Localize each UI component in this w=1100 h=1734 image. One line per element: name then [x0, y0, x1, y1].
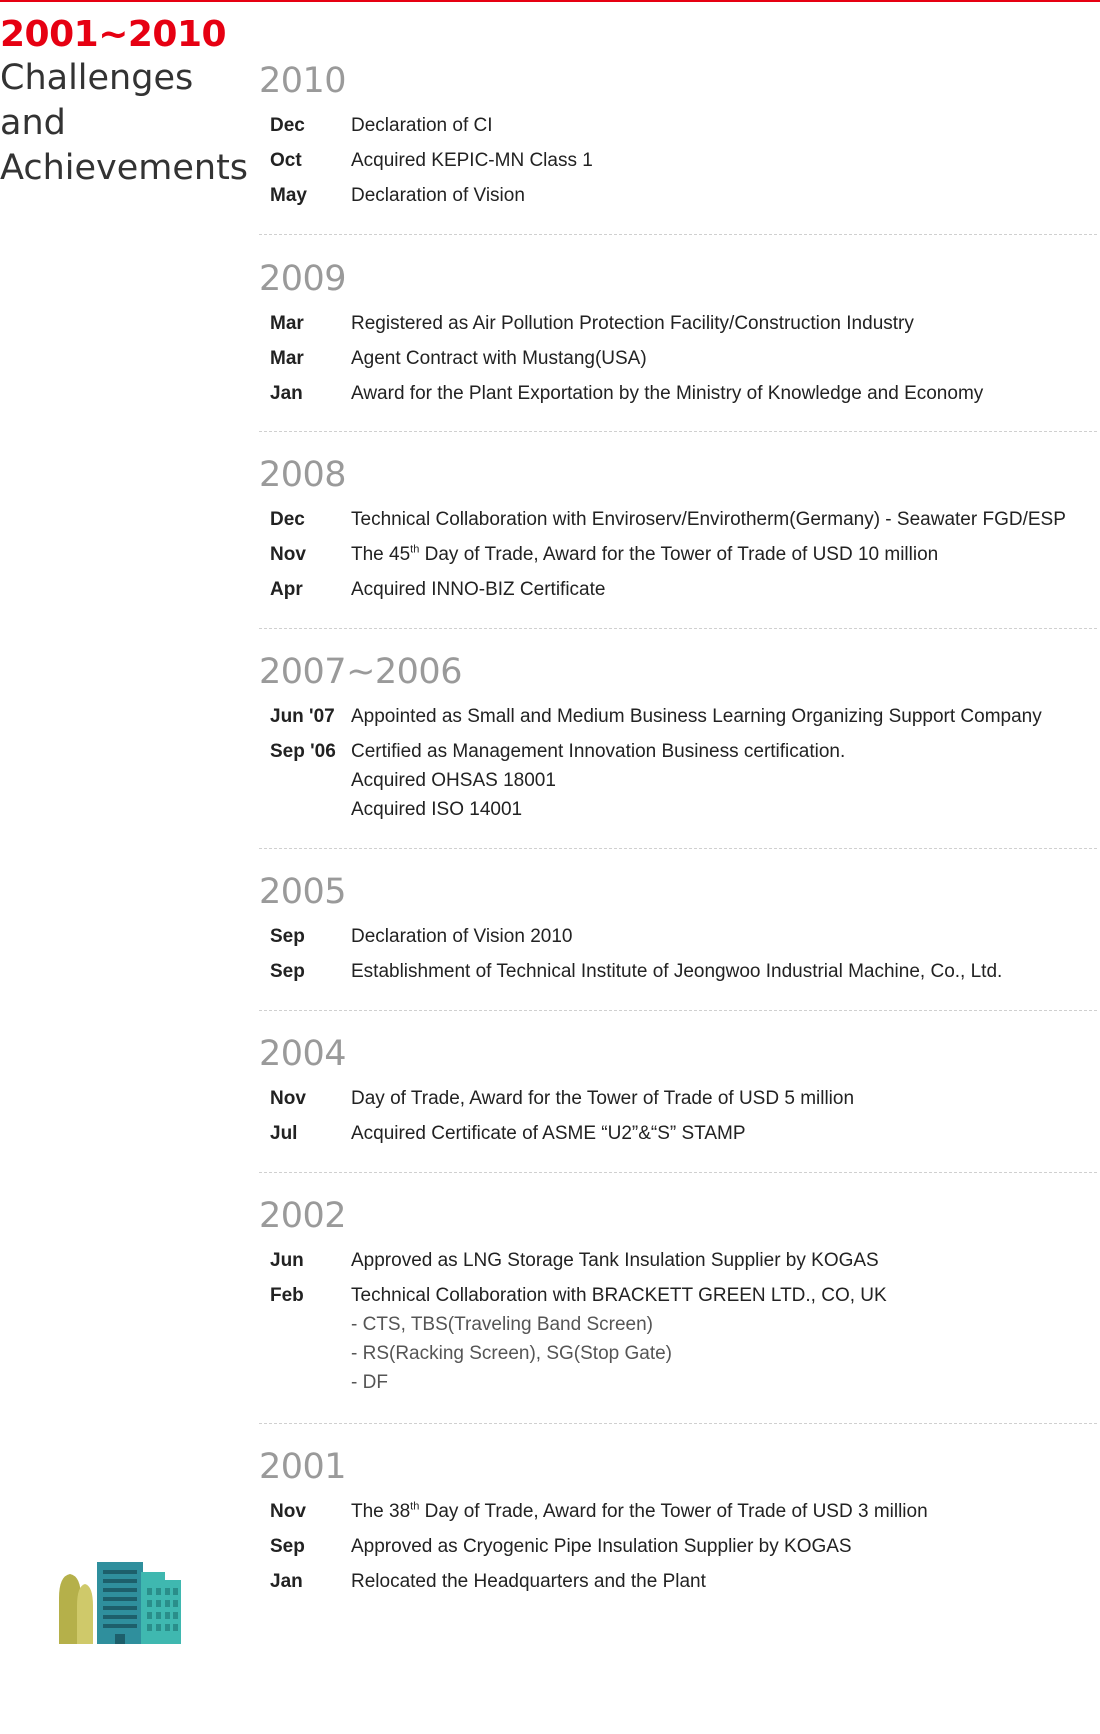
entry-text: Declaration of Vision [351, 185, 525, 206]
year-heading: 2010 [259, 61, 347, 101]
year-block [259, 849, 1097, 1011]
entry-month: Oct [270, 150, 302, 171]
entry-month: Jun [270, 1250, 304, 1271]
entry-text: Registered as Air Pollution Protection Facility/Construction Industry [351, 313, 914, 334]
buildings-icon [57, 1546, 187, 1646]
entry-text: Relocated the Headquarters and the Plant [351, 1571, 706, 1592]
heading-line: Challenges [0, 58, 194, 98]
entry-text [351, 1497, 1097, 1526]
entry-text: Approved as Cryogenic Pipe Insulation Supplier by KOGAS [351, 1536, 852, 1557]
timeline-entry [259, 1532, 1097, 1561]
section-heading [0, 56, 249, 191]
entry-text: Approved as LNG Storage Tank Insulation Supplier by KOGAS [351, 1250, 879, 1271]
entry-text: Appointed as Small and Medium Business Learning Organizing Support Company [351, 706, 1042, 727]
entry-month: Dec [270, 115, 305, 136]
entry-month: Mar [270, 348, 304, 369]
entry-list [259, 104, 1097, 210]
entry-text-suffix: Day of Trade, Award for the Tower of Trade of USD 3 million [419, 1501, 928, 1522]
period-range: 2001~2010 [0, 14, 227, 55]
entry-text-prefix: The 38 [351, 1501, 411, 1522]
entry-description [351, 575, 1097, 604]
entry-month: Nov [270, 1088, 306, 1109]
entry-description [351, 1532, 1097, 1561]
entry-description [351, 181, 1097, 210]
year-heading: 2008 [259, 455, 347, 495]
timeline-entry [259, 111, 1097, 140]
entry-subitem: - RS(Racking Screen), SG(Stop Gate) [351, 1343, 672, 1364]
entry-text: Acquired ISO 14001 [351, 799, 523, 820]
timeline-entry [259, 1119, 1097, 1148]
timeline-entry [259, 702, 1097, 731]
timeline-entry [259, 379, 1097, 408]
entry-description [351, 1119, 1097, 1148]
timeline-entry [259, 505, 1097, 534]
entry-list [259, 1239, 1097, 1397]
entry-subitem: - DF [351, 1372, 388, 1393]
timeline-entry [259, 922, 1097, 951]
entry-description [351, 111, 1097, 140]
year-heading: 2005 [259, 872, 347, 912]
ordinal-suffix: th [410, 1500, 420, 1513]
timeline-entry [259, 146, 1097, 175]
entry-text: Declaration of CI [351, 115, 493, 136]
entry-month: Apr [270, 579, 303, 600]
top-accent-line [0, 0, 1100, 2]
year-heading: 2009 [259, 259, 347, 299]
heading-line: and [0, 103, 66, 143]
sidebar [0, 14, 249, 191]
timeline-entry [259, 181, 1097, 210]
entry-list [259, 915, 1097, 986]
entry-month: Nov [270, 1501, 306, 1522]
entry-description [351, 1497, 1097, 1526]
entry-list [259, 695, 1097, 824]
timeline-entry [259, 737, 1097, 824]
timeline-entry [259, 309, 1097, 338]
timeline [259, 58, 1097, 1602]
entry-text [351, 540, 1097, 569]
timeline-entry [259, 344, 1097, 373]
year-heading: 2002 [259, 1196, 347, 1236]
year-block [259, 1011, 1097, 1173]
entry-month: Jul [270, 1123, 298, 1144]
year-heading: 2004 [259, 1034, 347, 1074]
entry-month: Sep '06 [270, 741, 336, 762]
entry-month: Mar [270, 313, 304, 334]
entry-description [351, 505, 1097, 534]
timeline-entry [259, 1497, 1097, 1526]
entry-description [351, 540, 1097, 569]
entry-text: Technical Collaboration with BRACKETT GREEN LTD., CO, UK [351, 1285, 887, 1306]
entry-month: May [270, 185, 307, 206]
entry-description [351, 922, 1097, 951]
entry-month: Dec [270, 509, 305, 530]
timeline-entry [259, 540, 1097, 569]
timeline-entry [259, 575, 1097, 604]
entry-description [351, 737, 1097, 824]
entry-description [351, 1281, 1097, 1397]
entry-list [259, 1077, 1097, 1148]
year-heading: 2001 [259, 1447, 347, 1487]
entry-list [259, 1490, 1097, 1596]
entry-month: Feb [270, 1285, 304, 1306]
entry-text: Agent Contract with Mustang(USA) [351, 348, 647, 369]
entry-text: Technical Collaboration with Enviroserv/Envirotherm(Germany) - Seawater FGD/ESP [351, 509, 1066, 530]
year-block [259, 432, 1097, 629]
timeline-entry [259, 1567, 1097, 1596]
entry-month: Jun '07 [270, 706, 335, 727]
ordinal-suffix: th [410, 543, 420, 556]
entry-text: Certified as Management Innovation Business certification. [351, 741, 846, 762]
entry-text-suffix: Day of Trade, Award for the Tower of Trade of USD 10 million [419, 544, 939, 565]
entry-description [351, 379, 1097, 408]
entry-description [351, 146, 1097, 175]
year-block [259, 629, 1097, 849]
entry-text: Acquired INNO-BIZ Certificate [351, 579, 606, 600]
entry-list [259, 302, 1097, 408]
entry-description [351, 344, 1097, 373]
timeline-entry [259, 1246, 1097, 1275]
entry-month: Sep [270, 961, 305, 982]
timeline-entry [259, 957, 1097, 986]
year-block [259, 1173, 1097, 1424]
year-block [259, 235, 1097, 432]
entry-description [351, 1246, 1097, 1275]
entry-description [351, 1084, 1097, 1113]
entry-list [259, 498, 1097, 604]
entry-text: Declaration of Vision 2010 [351, 926, 573, 947]
entry-month: Jan [270, 383, 303, 404]
entry-description [351, 309, 1097, 338]
entry-description [351, 957, 1097, 986]
year-heading: 2007~2006 [259, 652, 462, 692]
entry-text: Establishment of Technical Institute of Jeongwoo Industrial Machine, Co., Ltd. [351, 961, 1003, 982]
entry-description [351, 702, 1097, 731]
entry-text: Acquired KEPIC-MN Class 1 [351, 150, 593, 171]
timeline-entry [259, 1281, 1097, 1397]
entry-description [351, 1567, 1097, 1596]
entry-text: Acquired Certificate of ASME “U2”&“S” STAMP [351, 1123, 746, 1144]
entry-text-prefix: The 45 [351, 544, 411, 565]
entry-text: Day of Trade, Award for the Tower of Trade of USD 5 million [351, 1088, 855, 1109]
timeline-entry [259, 1084, 1097, 1113]
entry-month: Sep [270, 926, 305, 947]
entry-subitem: - CTS, TBS(Traveling Band Screen) [351, 1314, 653, 1335]
entry-text: Award for the Plant Exportation by the Ministry of Knowledge and Economy [351, 383, 984, 404]
year-block [259, 58, 1097, 235]
entry-month: Sep [270, 1536, 305, 1557]
entry-text: Acquired OHSAS 18001 [351, 770, 556, 791]
year-block [259, 1424, 1097, 1596]
entry-month: Nov [270, 544, 306, 565]
entry-month: Jan [270, 1571, 303, 1592]
heading-line: Achievements [0, 148, 249, 188]
